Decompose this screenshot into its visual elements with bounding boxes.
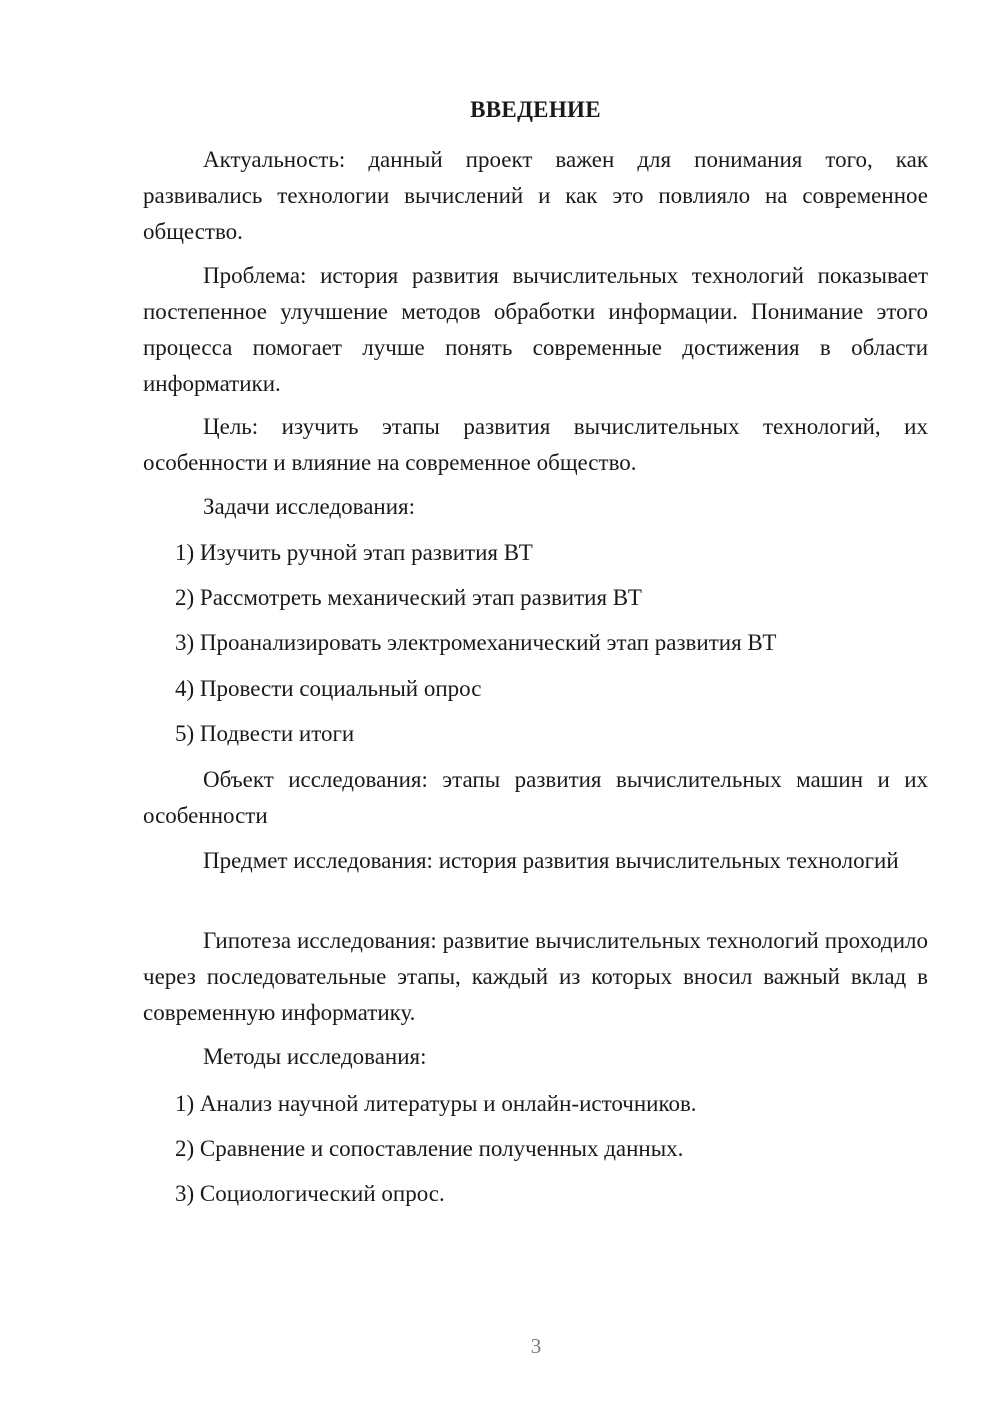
page-number: 3 [530, 1334, 542, 1358]
method-item-2: 2) Сравнение и сопоставление полученных данных. [175, 1136, 684, 1161]
task-item-5: 5) Подвести итоги [175, 721, 355, 746]
task-item-2: 2) Рассмотреть механический этап развития ВТ [175, 585, 642, 610]
paragraph-methods-heading: Методы исследования: [203, 1044, 427, 1069]
paragraph-goal: Цель: изучить этапы развития вычислительных технологий, их особенности и влияние на современное общество. [143, 414, 928, 475]
task-item-1: 1) Изучить ручной этап развития ВТ [175, 540, 533, 565]
paragraph-problem: Проблема: история развития вычислительных технологий показывает постепенное улучшение методов обработки информации. Понимание этого процесса помогает лучше понять современные достижения в области информатики. [143, 263, 928, 396]
method-item-1: 1) Анализ научной литературы и онлайн-источников. [175, 1091, 697, 1116]
paragraph-relevance: Актуальность: данный проект важен для понимания того, как развивались технологии вычислений и как это повлияло на современное общество. [143, 147, 928, 244]
paragraph-hypothesis: Гипотеза исследования: развитие вычислительных технологий проходило через последовательные этапы, каждый из которых вносил важный вклад в современную информатику. [143, 928, 928, 1025]
paragraph-tasks-heading: Задачи исследования: [203, 494, 416, 519]
paragraph-object: Объект исследования: этапы развития вычислительных машин и их особенности [143, 767, 928, 828]
section-title: ВВЕДЕНИЕ [470, 97, 601, 122]
task-item-4: 4) Провести социальный опрос [175, 676, 482, 701]
method-item-3: 3) Социологический опрос. [175, 1181, 445, 1206]
paragraph-subject: Предмет исследования: история развития вычислительных технологий [203, 848, 899, 873]
task-item-3: 3) Проанализировать электромеханический этап развития ВТ [175, 630, 777, 655]
